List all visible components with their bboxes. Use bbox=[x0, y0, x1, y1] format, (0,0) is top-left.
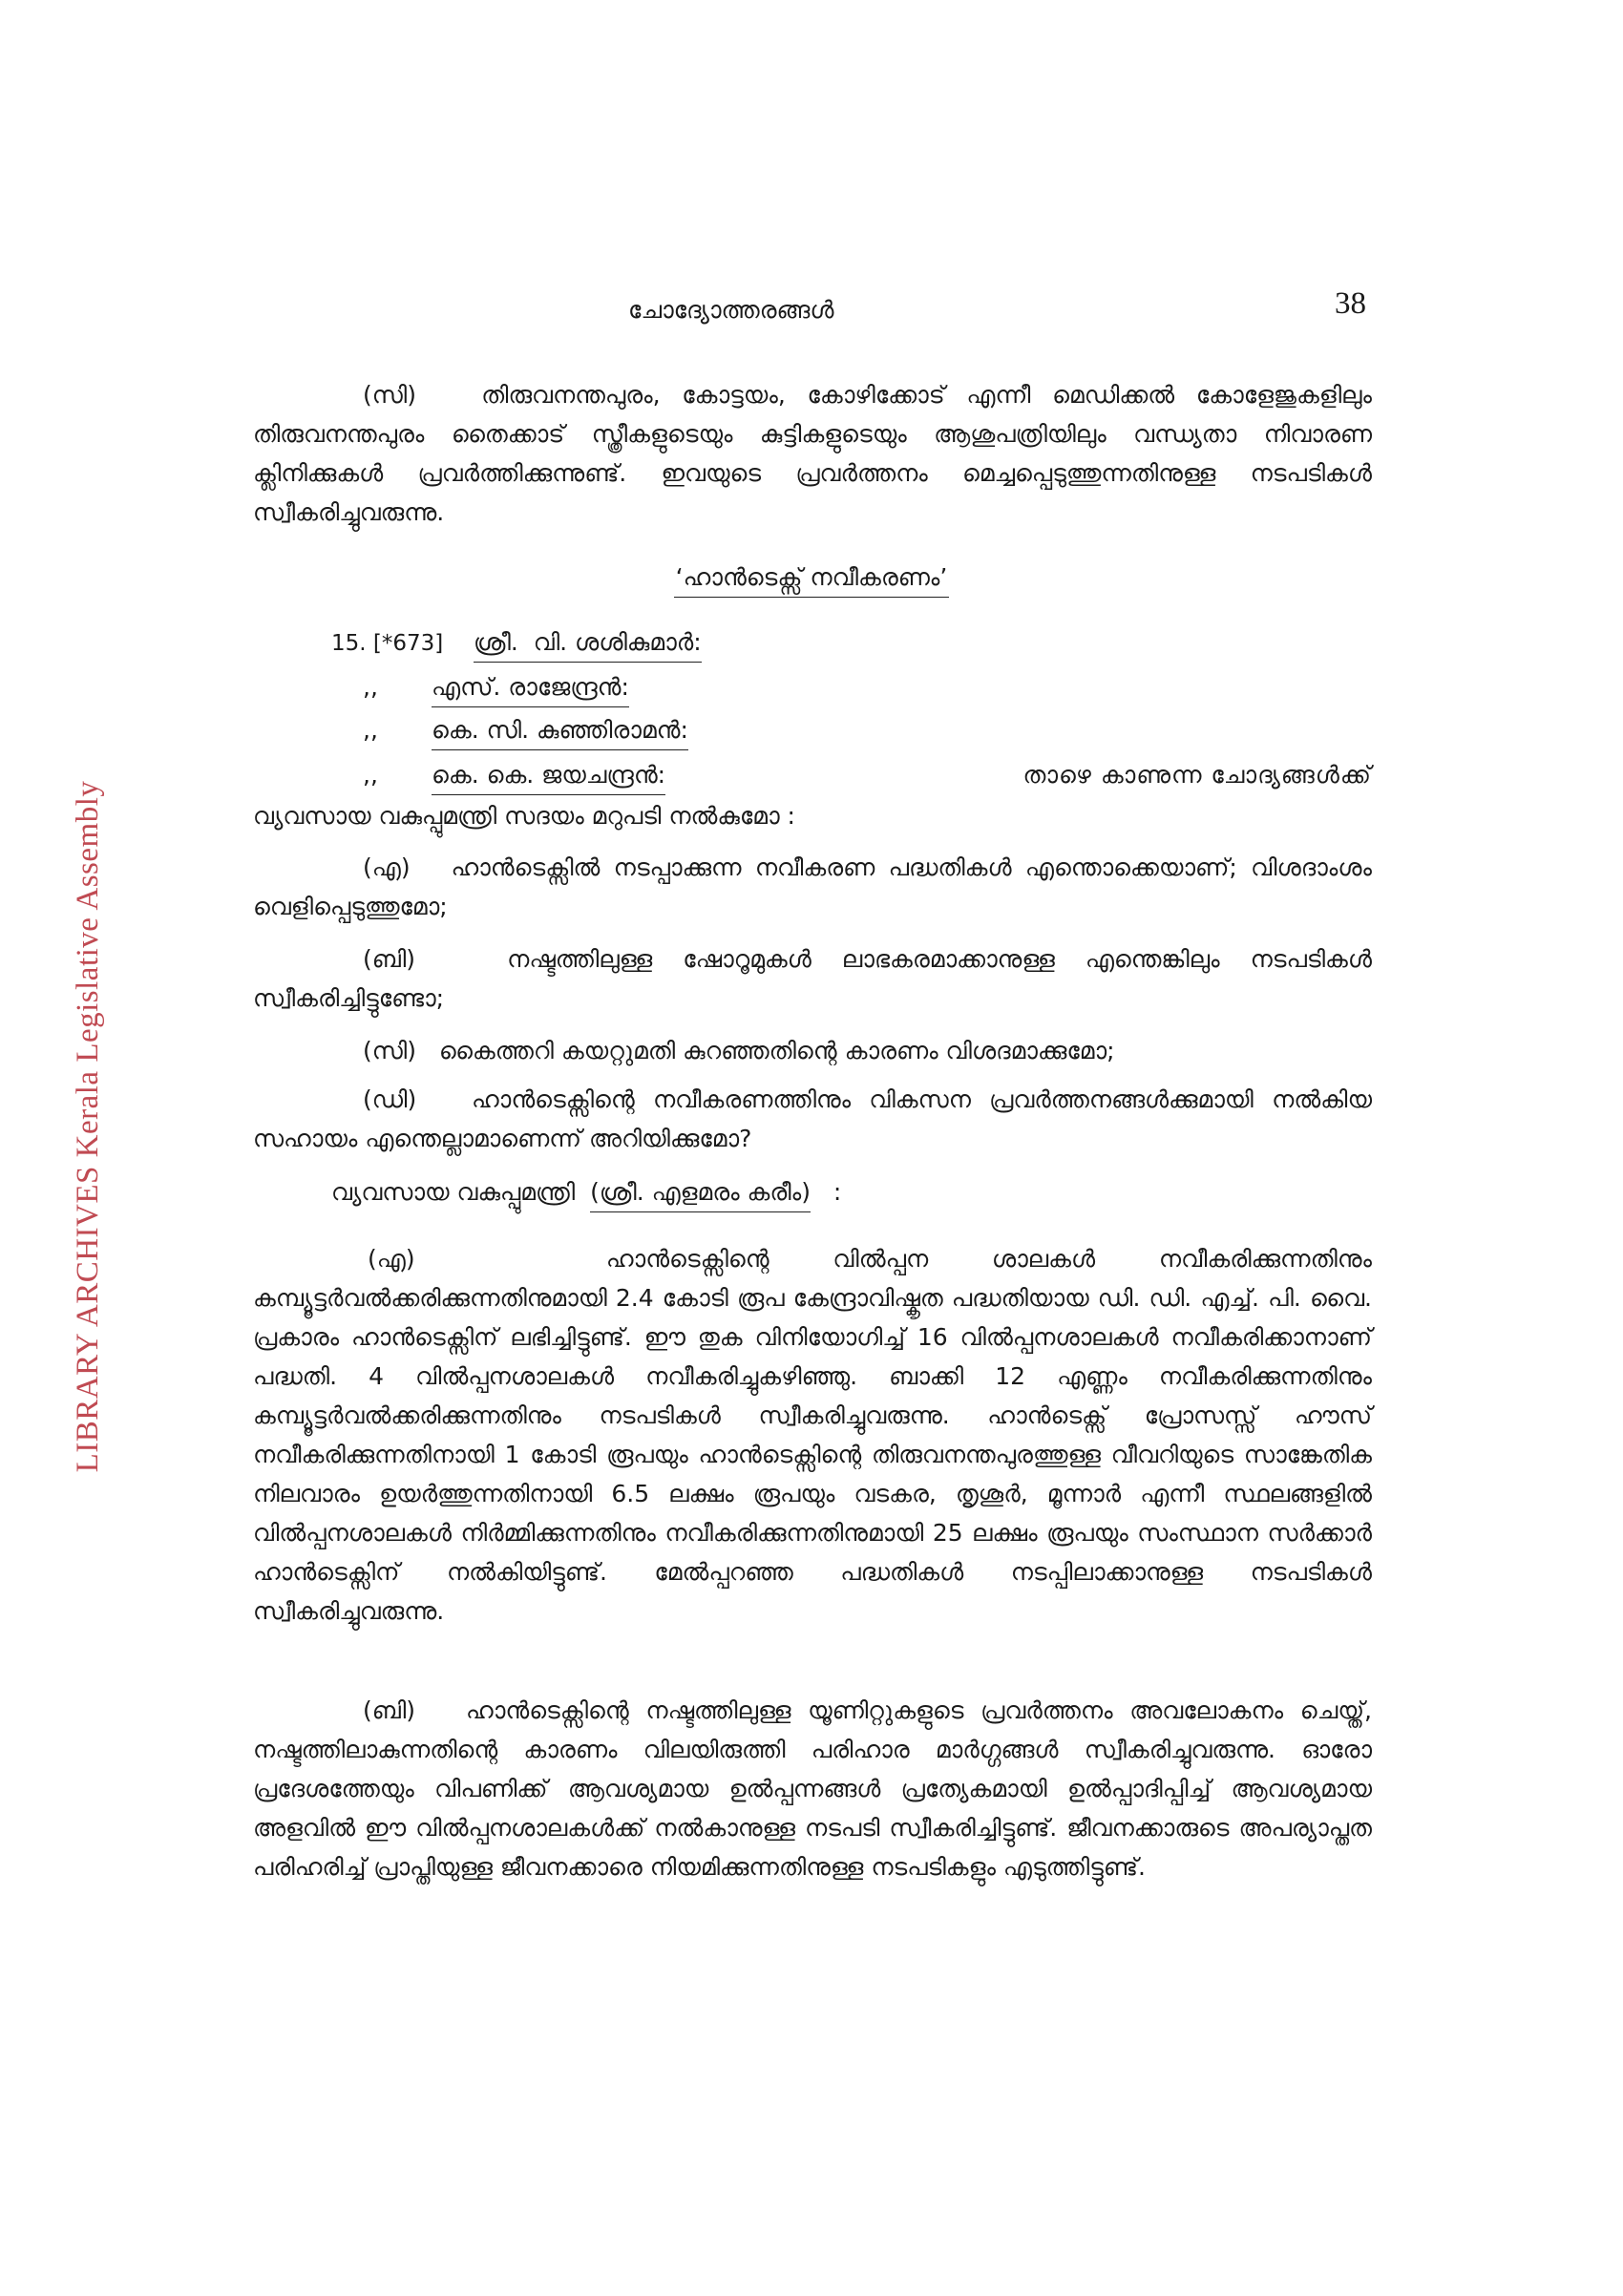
minister-prefix: വ്യവസായ വകുപ്പുമന്ത്രി bbox=[331, 1178, 576, 1206]
answer-item-b: (ബി) ഹാൻടെക്സിന്റെ നഷ്ടത്തിലുള്ള യൂണിറ്റുകളുടെ പ്രവർത്തനം അവലോകനം ചെയ്ത്, നഷ്ടത്തിലാകുന്നതിന്റെ കാരണം വിലയിരുത്തി പരിഹാര മാർഗ്ഗങ്ങൾ സ്വീകരിച്ചുവരുന്നു. ഓരോ പ്രദേശത്തേയും വിപണിക്ക് ആവശ്യമായ ഉൽപ്പന്നങ്ങൾ പ്രത്യേകമായി ഉൽപ്പാദിപ്പിച്ച് ആവശ്യമായ അളവിൽ ഈ വിൽപ്പനശാലകൾക്ക് നൽകാനുള്ള നടപടി സ്വീകരിച്ചിട്ടുണ്ട്. ജീവനക്കാരുടെ അപര്യാപ്തത പരിഹരിച്ച് പ്രാപ്തിയുള്ള ജീവനക്കാരെ നിയമിക്കുന്നതിനുള്ള നടപടികളും എടുത്തിട്ടുണ്ട്. bbox=[253, 1696, 1372, 1881]
intro-paragraph bbox=[253, 375, 1372, 532]
question-member-line-4: ,, കെ. കെ. ജയചന്ദ്രൻ: താഴെ കാണുന്ന ചോദ്യങ്ങൾക്ക് bbox=[363, 761, 1372, 790]
question-member-line-2: ,, എസ്. രാജേന്ദ്രൻ: bbox=[363, 673, 629, 702]
member-1: ശ്രീ. വി. ശശികുമാർ: bbox=[474, 628, 702, 663]
question-item-a: (എ) ഹാൻടെക്സിൽ നടപ്പാക്കുന്ന നവീകരണ പദ്ധതികൾ എന്തൊക്കെയാണ്; വിശദാംശം വെളിപ്പെടുത്തുമോ; bbox=[253, 853, 1373, 920]
question-item-b: (ബി) നഷ്ടത്തിലുള്ള ഷോറൂമുകൾ ലാഭകരമാക്കാനുള്ള എന്തെങ്കിലും നടപടികൾ സ്വീകരിച്ചിട്ടുണ്ടോ; bbox=[253, 945, 1372, 1012]
question-member-line-1 bbox=[331, 628, 702, 657]
answer-minister-line bbox=[331, 1178, 841, 1207]
question-tail: താഴെ കാണുന്ന ചോദ്യങ്ങൾക്ക് bbox=[1022, 761, 1372, 789]
member-2: എസ്. രാജേന്ദ്രൻ: bbox=[432, 673, 629, 707]
question-addressee: വ്യവസായ വകുപ്പുമന്ത്രി സദയം മറുപടി നൽകുമോ : bbox=[253, 802, 795, 830]
page-number: 38 bbox=[1335, 286, 1366, 321]
question-item-c: (സി) കൈത്തറി കയറ്റുമതി കുറഞ്ഞതിന്റെ കാരണം വിശദമാക്കുമോ; bbox=[363, 1037, 1115, 1064]
intro-label: (സി) bbox=[363, 381, 416, 409]
answer-item-a: (എ) ഹാൻടെക്സിന്റെ വിൽപ്പന ശാലകൾ നവീകരിക്കുന്നതിനും കമ്പ്യൂട്ടർവൽക്കരിക്കുന്നതിനുമായി 2.4 കോടി രൂപ കേന്ദ്രാവിഷ്കൃത പദ്ധതിയായ ഡി. ഡി. എച്ച്. പി. വൈ. പ്രകാരം ഹാൻടെക്സിന് ലഭിച്ചിട്ടുണ്ട്. ഈ തുക വിനിയോഗിച്ച് 16 വിൽപ്പനശാലകൾ നവീകരിക്കാനാണ് പദ്ധതി. 4 വിൽപ്പനശാലകൾ നവീകരിച്ചുകഴിഞ്ഞു. ബാക്കി 12 എണ്ണം നവീകരിക്കുന്നതിനും കമ്പ്യൂട്ടർവൽക്കരിക്കുന്നതിനും നടപടികൾ സ്വീകരിച്ചുവരുന്നു. ഹാൻടെക്സ് പ്രോസസ്സ് ഹൗസ് നവീകരിക്കുന്നതിനായി 1 കോടി രൂപയും ഹാൻടെക്സിന്റെ തിരുവനന്തപുരത്തുള്ള വീവറിയുടെ സാങ്കേതിക നിലവാരം ഉയർത്തുന്നതിനായി 6.5 ലക്ഷം രൂപയും വടകര, തൃശൂർ, മൂന്നാർ എന്നീ സ്ഥലങ്ങളിൽ വിൽപ്പനശാലകൾ നിർമ്മിക്കുന്നതിനും നവീകരിക്കുന്നതിനുമായി 25 ലക്ഷം രൂപയും സംസ്ഥാന സർക്കാർ ഹാൻടെക്സിന് നൽകിയിട്ടുണ്ട്. മേൽപ്പറഞ്ഞ പദ്ധതികൾ നടപ്പിലാക്കാനുള്ള നടപടികൾ സ്വീകരിച്ചുവരുന്നു. bbox=[253, 1245, 1372, 1625]
watermark: LIBRARY ARCHIVES Kerala Legislative Assembly bbox=[71, 780, 105, 1473]
question-item-d: (ഡി) ഹാൻടെക്സിന്റെ നവീകരണത്തിനും വികസന പ്രവർത്തനങ്ങൾക്കുമായി നൽകിയ സഹായം എന്തെല്ലാമാണെന്ന് അറിയിക്കുമോ? bbox=[253, 1085, 1372, 1152]
question-number: 15. [*673] bbox=[331, 631, 444, 656]
section-title-text: ‘ഹാൻടെക്സ് നവീകരണം’ bbox=[674, 563, 950, 598]
section-title bbox=[0, 563, 1623, 592]
minister-name: (ശ്രീ. എളമരം കരീം) bbox=[590, 1178, 811, 1212]
page-header-title: ചോദ്യോത്തരങ്ങൾ bbox=[628, 296, 834, 324]
minister-suffix: : bbox=[833, 1178, 842, 1206]
intro-text: തിരുവനന്തപുരം, കോട്ടയം, കോഴിക്കോട് എന്നീ മെഡിക്കൽ കോളേജുകളിലും തിരുവനന്തപുരം തൈക്കാട് സ്ത്രീകളുടെയും കുട്ടികളുടെയും ആശുപത്രിയിലും വന്ധ്യതാ നിവാരണ ക്ലിനിക്കുകൾ പ്രവർത്തിക്കുന്നുണ്ട്. ഇവയുടെ പ്രവർത്തനം മെച്ചപ്പെടുത്തുന്നതിനുള്ള നടപടികൾ സ്വീകരിച്ചുവരുന്നു. bbox=[253, 381, 1373, 526]
question-member-line-3: ,, കെ. സി. കുഞ്ഞിരാമൻ: bbox=[363, 716, 688, 745]
member-4: കെ. കെ. ജയചന്ദ്രൻ: bbox=[432, 761, 665, 795]
member-3: കെ. സി. കുഞ്ഞിരാമൻ: bbox=[432, 716, 688, 750]
